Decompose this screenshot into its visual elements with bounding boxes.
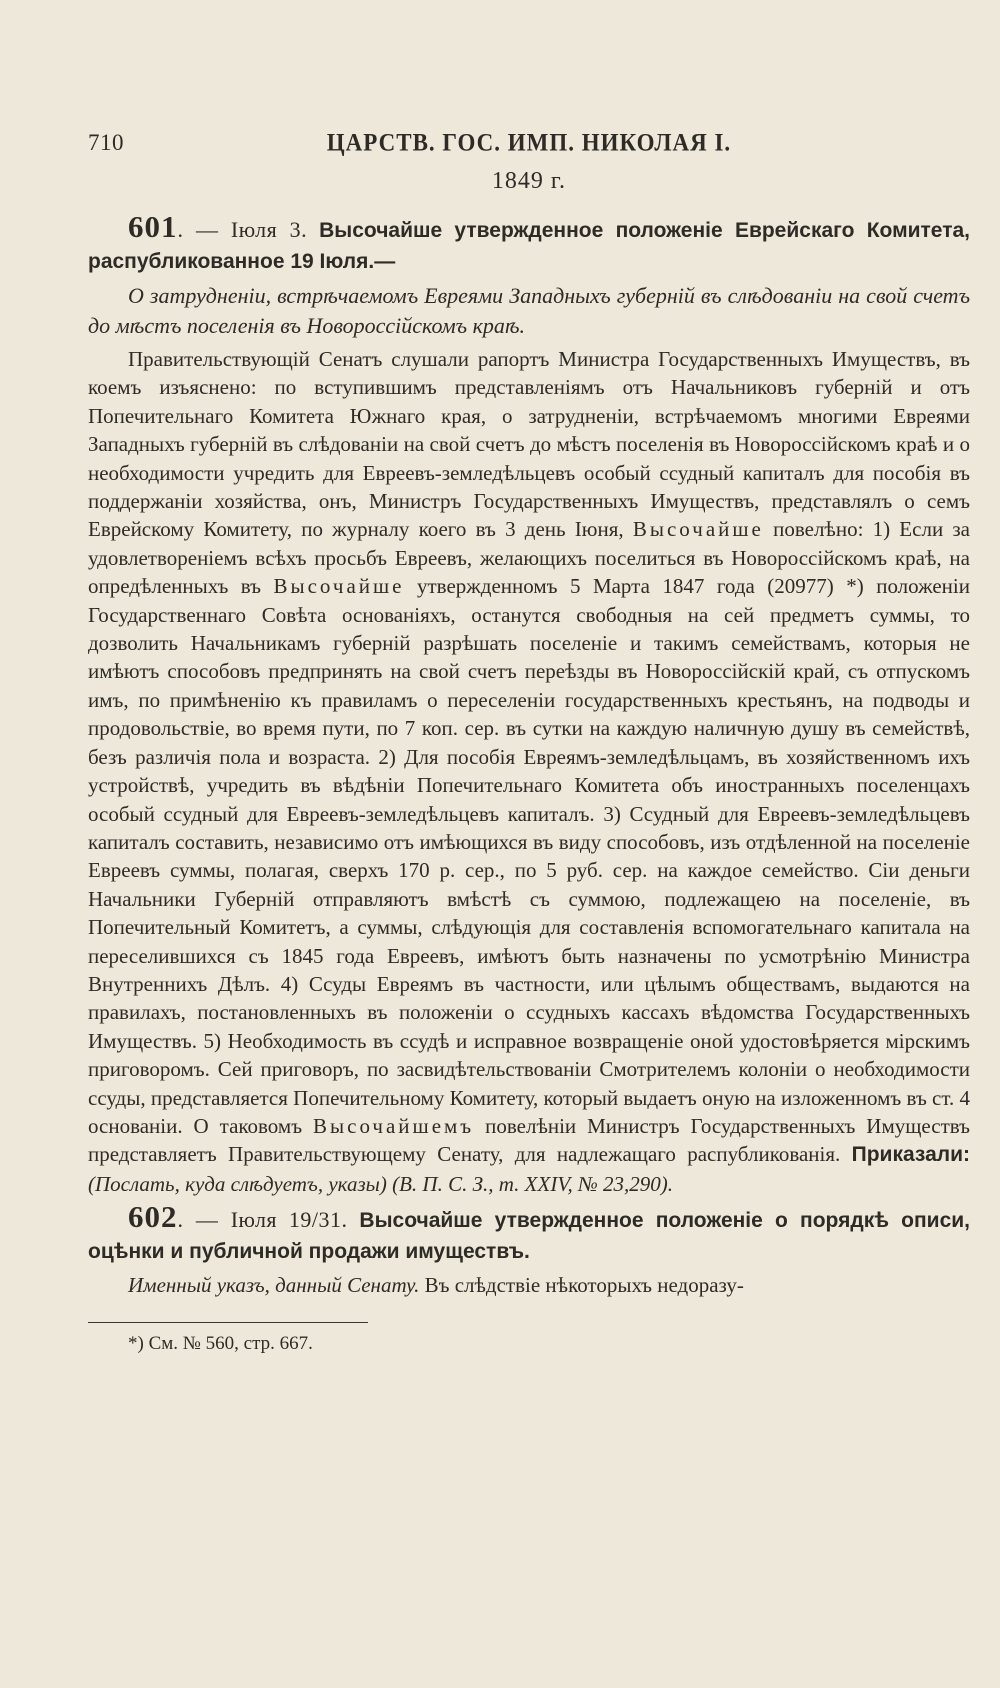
ordered-text: (Послать, куда слѣдуетъ, указы) (В. П. С. З., т. XXIV, № 23,290). <box>88 1171 673 1196</box>
entry-601-subtitle: О затрудненіи, встрѣчаемомъ Евреями Западныхъ губерній въ слѣдованіи на свой счетъ до мѣстъ поселенія въ Новороссійскомъ краѣ. <box>88 283 970 338</box>
spaced-word: Высочайше <box>273 574 405 599</box>
body-text-part: повелѣно: 1) Если за удовлетвореніемъ всѣхъ просьбъ Евреевъ, желающихъ поселиться въ Новороссійскомъ краѣ, на опредѣленныхъ въ <box>88 517 971 599</box>
entry-601-date: . — Іюля 3. <box>177 217 308 242</box>
body-text-part: Правительствующій Сенатъ слушали рапортъ Министра Государственныхъ Имуществъ, въ коемъ изъяснено: по вступившимъ представленіямъ отъ Начальниковъ губерній и отъ Попечительнаго Комитета Южнаго края, о затрудненіи, встрѣчаемомъ многими Евреями Западныхъ губерній въ слѣдованіи на свой счетъ до мѣстъ поселенія въ Новороссійскомъ краѣ и о необходимости учредить для Евреевъ-земледѣльцевъ особый ссудный капиталъ для пособія въ поддержаніи хозяйства, онъ, Министръ Государственныхъ Имуществъ, представлялъ о семъ Еврейскому Комитету, по журналу коего въ 3 день Іюня, <box>88 347 970 542</box>
ordered-label: Приказали: <box>851 1143 971 1167</box>
year-heading: 1849 г. <box>491 168 567 194</box>
page-number: 710 <box>88 130 124 155</box>
entry-602-number: 602 <box>128 1199 178 1235</box>
entry-602-subtitle: Именный указъ, данный Сенату. <box>128 1273 420 1298</box>
body-text-part: утвержденномъ 5 Марта 1847 года (20977) *) положеніи Государственнаго Совѣта основаніяхъ, останутся свободныя на сей предметъ суммы, то дозволить Начальникамъ губерній разрѣшать поселеніе и такимъ семействамъ, которыя не имѣютъ способовъ предпринять на свой счетъ переѣзды въ Новороссійскій край, съ отпускомъ имъ, по примѣненію къ правиламъ о переселеніи государственныхъ крестьянъ, на подводы и продовольствіе, во время пути, по 7 коп. сер. въ сутки на каждую наличную душу въ семействѣ, безъ различія пола и возраста. 2) Для пособія Евреямъ-земледѣльцамъ, въ хозяйственномъ ихъ устройствѣ, учредить въ вѣдѣніи Попечительнаго Комитета объ иностранныхъ поселенцахъ особый ссудный для Евреевъ-земледѣльцевъ капиталъ. 3) Ссудный для Евреевъ-земледѣльцевъ капиталъ составить, независимо отъ имѣющихся въ виду способовъ, изъ отдѣленной на поселеніе Евреевъ суммы, полагая, сверхъ 170 р. сер., по 5 руб. сер. на каждое семейство. Сіи деньги Начальники Губерній отправляютъ вмѣстѣ съ суммою, подлежащею на поселеніе, въ Попечительный Комитетъ, а суммы, слѣдующія для составленія вспомогательнаго капитала на переселившихся съ 1845 года Евреевъ, имѣютъ быть назначены по усмотрѣнію Министра Внутреннихъ Дѣлъ. 4) Ссуды Евреямъ въ частности, или цѣлымъ обществамъ, выдаются на правилахъ, постановленныхъ въ положеніи о ссудныхъ кассахъ вѣдомства Государственныхъ Имуществъ. 5) Необходимость въ ссудѣ и исправное возвращеніе оной удостовѣряется мірскимъ приговоромъ. Сей приговоръ, по засвидѣтельствованіи Смотрителемъ колоніи о необходимости ссуды, представляется Попечительному Комитету, который выдаетъ оную на изложенномъ въ ст. 4 основаніи. О таковомъ <box>88 574 970 1138</box>
entry-601-body <box>88 345 970 1198</box>
running-title: ЦАРСТВ. ГОС. ИМП. НИКОЛАЯ I. <box>326 128 732 157</box>
entry-602-body <box>88 1271 970 1299</box>
entry-602-body-start: Въ слѣдствіе нѣкоторыхъ недоразу- <box>424 1273 744 1298</box>
spaced-word: Высочайшемъ <box>313 1113 475 1138</box>
spaced-word: Высочайше <box>632 517 764 542</box>
entry-601-heading <box>88 209 971 277</box>
entry-601-title: Высочайше утвержденное положеніе Еврейскаго Комитета, распубликованное 19 Іюля.— <box>88 219 971 273</box>
entry-601-number: 601 <box>128 209 178 244</box>
footnote-divider <box>88 1322 368 1323</box>
entry-602-title: Высочайше утвержденное положеніе о порядкѣ описи, оцѣнки и публичной продажи имуществъ. <box>88 1209 971 1264</box>
entry-602-date-fraction: 19/31. <box>288 1207 348 1233</box>
entry-602-date: . — Іюля <box>177 1207 278 1233</box>
footnote: *) См. № 560, стр. 667. <box>128 1332 313 1354</box>
body-text-part: повелѣніи Министръ Государственныхъ Имуществъ представляетъ Правительствующему Сенату, для надлежащаго распубликованія. <box>88 1113 971 1167</box>
page-header <box>88 118 970 162</box>
entry-602-heading <box>88 1199 971 1267</box>
